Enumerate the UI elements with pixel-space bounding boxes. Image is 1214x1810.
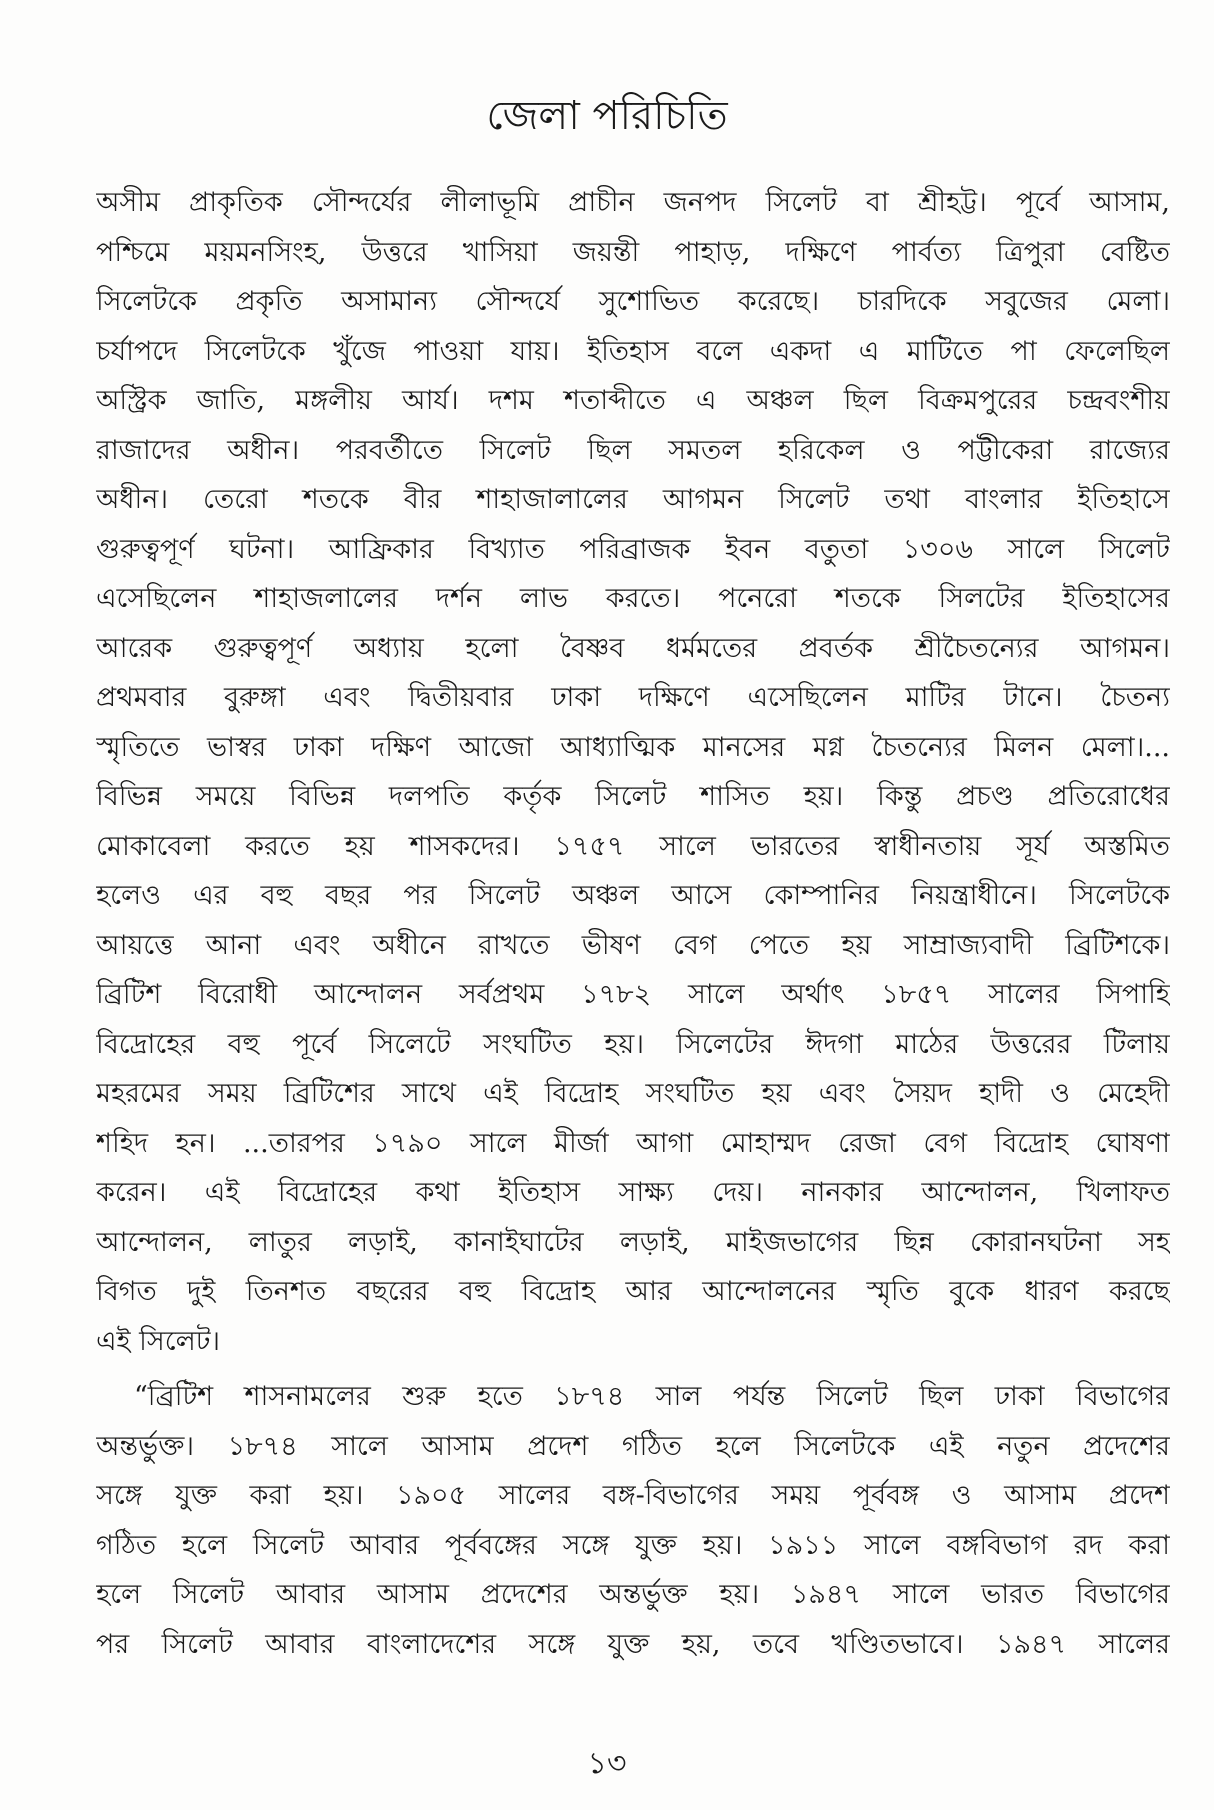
body-text (96, 178, 1170, 1669)
text-line: পর সিলেট আবার বাংলাদেশের সঙ্গে যুক্ত হয়, তবে খণ্ডিতভাবে। ১৯৪৭ সালের (96, 1628, 1170, 1660)
text-line: সিলেটকে প্রকৃতি অসামান্য সৌন্দর্যে সুশোভিত করেছে। চারদিকে সবুজের মেলা। (96, 286, 1170, 317)
text-line: বিভিন্ন সময়ে বিভিন্ন দলপতি কর্তৃক সিলেট শাসিত হয়। কিন্তু প্রচণ্ড প্রতিরোধের (96, 781, 1170, 812)
text-line: শহিদ হন। ...তারপর ১৭৯০ সালে মীর্জা আগা মোহাম্মদ রেজা বেগ বিদ্রোহ ঘোষণা (96, 1127, 1170, 1159)
text-line: রাজাদের অধীন। পরবর্তীতে সিলেট ছিল সমতল হরিকেল ও পট্টীকেরা রাজ্যের (96, 434, 1170, 466)
text-line: হলে সিলেট আবার আসাম প্রদেশের অন্তর্ভুক্ত হয়। ১৯৪৭ সালে ভারত বিভাগের (96, 1579, 1170, 1610)
text-line: মহরমের সময় ব্রিটিশের সাথে এই বিদ্রোহ সংঘটিত হয় এবং সৈয়দ হাদী ও মেহেদী (96, 1078, 1170, 1109)
text-line: গুরুত্বপূর্ণ ঘটনা। আফ্রিকার বিখ্যাত পরিব্রাজক ইবন বতুতা ১৩০৬ সালে সিলেট (96, 533, 1170, 565)
text-line: এসেছিলেন শাহাজলালের দর্শন লাভ করতে। পনেরো শতকে সিলটের ইতিহাসের (96, 583, 1170, 614)
text-line: অন্তর্ভুক্ত। ১৮৭৪ সালে আসাম প্রদেশ গঠিত হলে সিলেটকে এই নতুন প্রদেশের (96, 1430, 1170, 1462)
text-line: অস্ট্রিক জাতি, মঙ্গলীয় আর্য। দশম শতাব্দীতে এ অঞ্চল ছিল বিক্রমপুরের চন্দ্রবংশীয় (96, 385, 1170, 416)
text-line: করেন। এই বিদ্রোহের কথা ইতিহাস সাক্ষ্য দেয়। নানকার আন্দোলন, খিলাফত (96, 1177, 1170, 1208)
text-line: গঠিত হলে সিলেট আবার পূর্ববঙ্গের সঙ্গে যুক্ত হয়। ১৯১১ সালে বঙ্গবিভাগ রদ করা (96, 1529, 1170, 1561)
text-line: সঙ্গে যুক্ত করা হয়। ১৯০৫ সালের বঙ্গ-বিভাগের সময় পূর্ববঙ্গ ও আসাম প্রদেশ (96, 1480, 1170, 1511)
text-line: চর্যাপদে সিলেটকে খুঁজে পাওয়া যায়। ইতিহাস বলে একদা এ মাটিতে পা ফেলেছিল (96, 335, 1170, 367)
text-line: স্মৃতিতে ভাস্বর ঢাকা দক্ষিণ আজো আধ্যাত্মিক মানসের মগ্ন চৈতন্যের মিলন মেলা।... (96, 731, 1170, 763)
paragraph-2 (96, 1372, 1170, 1669)
text-line: অধীন। তেরো শতকে বীর শাহাজালালের আগমন সিলেট তথা বাংলার ইতিহাসে (96, 484, 1170, 515)
text-line: হলেও এর বহু বছর পর সিলেট অঞ্চল আসে কোম্পানির নিয়ন্ত্রাধীনে। সিলেটকে (96, 880, 1170, 911)
text-line: আন্দোলন, লাতুর লড়াই, কানাইঘাটের লড়াই, মাইজভাগের ছিন্ন কোরানঘটনা সহ (96, 1226, 1170, 1258)
text-line: আয়ত্তে আনা এবং অধীনে রাখতে ভীষণ বেগ পেতে হয় সাম্রাজ্যবাদী ব্রিটিশকে। (96, 929, 1170, 961)
page-number: ১৩ (587, 1746, 627, 1781)
text-line: প্রথমবার বুরুঙ্গা এবং দ্বিতীয়বার ঢাকা দক্ষিণে এসেছিলেন মাটির টানে। চৈতন্য (96, 682, 1170, 713)
text-line: মোকাবেলা করতে হয় শাসকদের। ১৭৫৭ সালে ভারতের স্বাধীনতায় সূর্য অস্তমিত (96, 830, 1170, 862)
page-title: জেলা পরিচিতি (486, 93, 728, 139)
text-line: পশ্চিমে ময়মনসিংহ, উত্তরে খাসিয়া জয়ন্তী পাহাড়, দক্ষিণে পার্বত্য ত্রিপুরা বেষ্টিত (96, 236, 1170, 268)
text-line: বিদ্রোহের বহু পূর্বে সিলেটে সংঘটিত হয়। সিলেটের ঈদগা মাঠের উত্তরের টিলায় (96, 1028, 1170, 1060)
text-line: এই সিলেট। (96, 1325, 221, 1357)
paragraph-1 (96, 178, 1170, 1366)
text-line: অসীম প্রাকৃতিক সৌন্দর্যের লীলাভূমি প্রাচীন জনপদ সিলেট বা শ্রীহট্ট। পূর্বে আসাম, (96, 187, 1170, 218)
text-line: “ব্রিটিশ শাসনামলের শুরু হতে ১৮৭৪ সাল পর্যন্ত সিলেট ছিল ঢাকা বিভাগের (134, 1381, 1170, 1412)
text-line: আরেক গুরুত্বপূর্ণ অধ্যায় হলো বৈষ্ণব ধর্মমতের প্রবর্তক শ্রীচৈতন্যের আগমন। (96, 632, 1170, 664)
text-line: ব্রিটিশ বিরোধী আন্দোলন সর্বপ্রথম ১৭৮২ সালে অর্থাৎ ১৮৫৭ সালের সিপাহি (96, 979, 1170, 1010)
text-line: বিগত দুই তিনশত বছরের বহু বিদ্রোহ আর আন্দোলনের স্মৃতি বুকে ধারণ করছে (96, 1276, 1170, 1307)
